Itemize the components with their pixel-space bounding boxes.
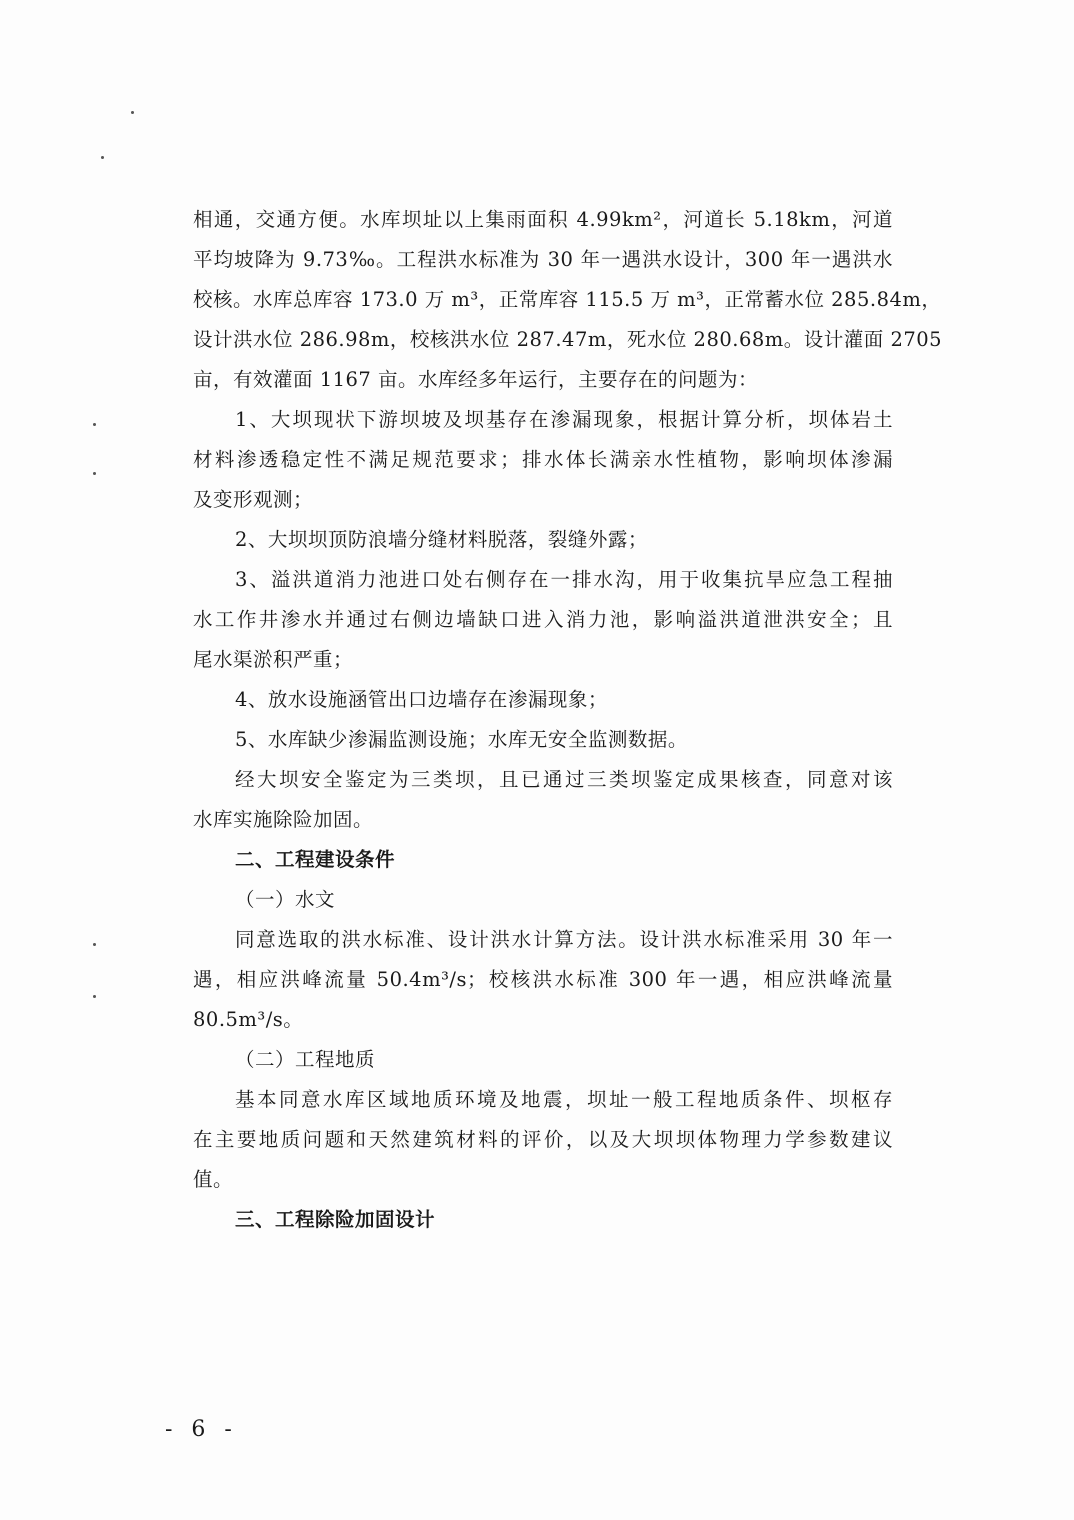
text-line: 尾水渠淤积严重； bbox=[193, 648, 354, 671]
list-item: 1、大坝现状下游坝坡及坝基存在渗漏现象，根据计算分析，坝体岩土 bbox=[235, 408, 893, 431]
page-number: - 6 - bbox=[165, 1417, 238, 1442]
scan-speck bbox=[93, 995, 96, 998]
scan-speck bbox=[131, 111, 134, 114]
paragraph-line: 基本同意水库区域地质环境及地震，坝址一般工程地质条件、坝枢存 bbox=[235, 1088, 893, 1111]
text-line: 值。 bbox=[193, 1168, 234, 1191]
subsection-heading: （二）工程地质 bbox=[235, 1048, 376, 1071]
list-item: 4、放水设施涵管出口边墙存在渗漏现象； bbox=[235, 688, 608, 711]
text-line: 相通，交通方便。水库坝址以上集雨面积 4.99km²，河道长 5.18km，河道 bbox=[193, 208, 893, 231]
text-line: 及变形观测； bbox=[193, 488, 314, 511]
text-line: 校核。水库总库容 173.0 万 m³，正常库容 115.5 万 m³，正常蓄水位 285.84m， bbox=[193, 288, 942, 311]
list-item: 3、溢洪道消力池进口处右侧存在一排水沟，用于收集抗旱应急工程抽 bbox=[235, 568, 893, 591]
text-line: 在主要地质问题和天然建筑材料的评价，以及大坝坝体物理力学参数建议 bbox=[193, 1128, 893, 1151]
scan-speck bbox=[93, 943, 96, 946]
text-line: 水工作井渗水并通过右侧边墙缺口进入消力池，影响溢洪道泄洪安全；且 bbox=[193, 608, 893, 631]
section-heading: 三、工程除险加固设计 bbox=[235, 1208, 436, 1231]
text-line: 水库实施除险加固。 bbox=[193, 808, 374, 831]
scan-speck bbox=[93, 472, 96, 475]
text-line: 遇，相应洪峰流量 50.4m³/s；校核洪水标准 300 年一遇，相应洪峰流量 bbox=[193, 968, 893, 991]
section-heading: 二、工程建设条件 bbox=[235, 848, 396, 871]
text-line: 平均坡降为 9.73‰。工程洪水标准为 30 年一遇洪水设计，300 年一遇洪水 bbox=[193, 248, 893, 271]
text-line: 80.5m³/s。 bbox=[193, 1008, 304, 1031]
text-line: 亩，有效灌面 1167 亩。水库经多年运行，主要存在的问题为： bbox=[193, 368, 759, 391]
text-line: 材料渗透稳定性不满足规范要求；排水体长满亲水性植物，影响坝体渗漏 bbox=[193, 448, 893, 471]
scan-speck bbox=[101, 156, 104, 159]
body-text bbox=[193, 200, 943, 1240]
subsection-heading: （一）水文 bbox=[235, 888, 336, 911]
scan-speck bbox=[93, 423, 96, 426]
text-line: 设计洪水位 286.98m，校核洪水位 287.47m，死水位 280.68m。设计灌面 2705 bbox=[193, 328, 943, 351]
list-item: 5、水库缺少渗漏监测设施；水库无安全监测数据。 bbox=[235, 728, 688, 751]
list-item: 2、大坝坝顶防浪墙分缝材料脱落，裂缝外露； bbox=[235, 528, 648, 551]
paragraph-line: 同意选取的洪水标准、设计洪水计算方法。设计洪水标准采用 30 年一 bbox=[235, 928, 893, 951]
paragraph-line: 经大坝安全鉴定为三类坝，且已通过三类坝鉴定成果核查，同意对该 bbox=[235, 768, 893, 791]
